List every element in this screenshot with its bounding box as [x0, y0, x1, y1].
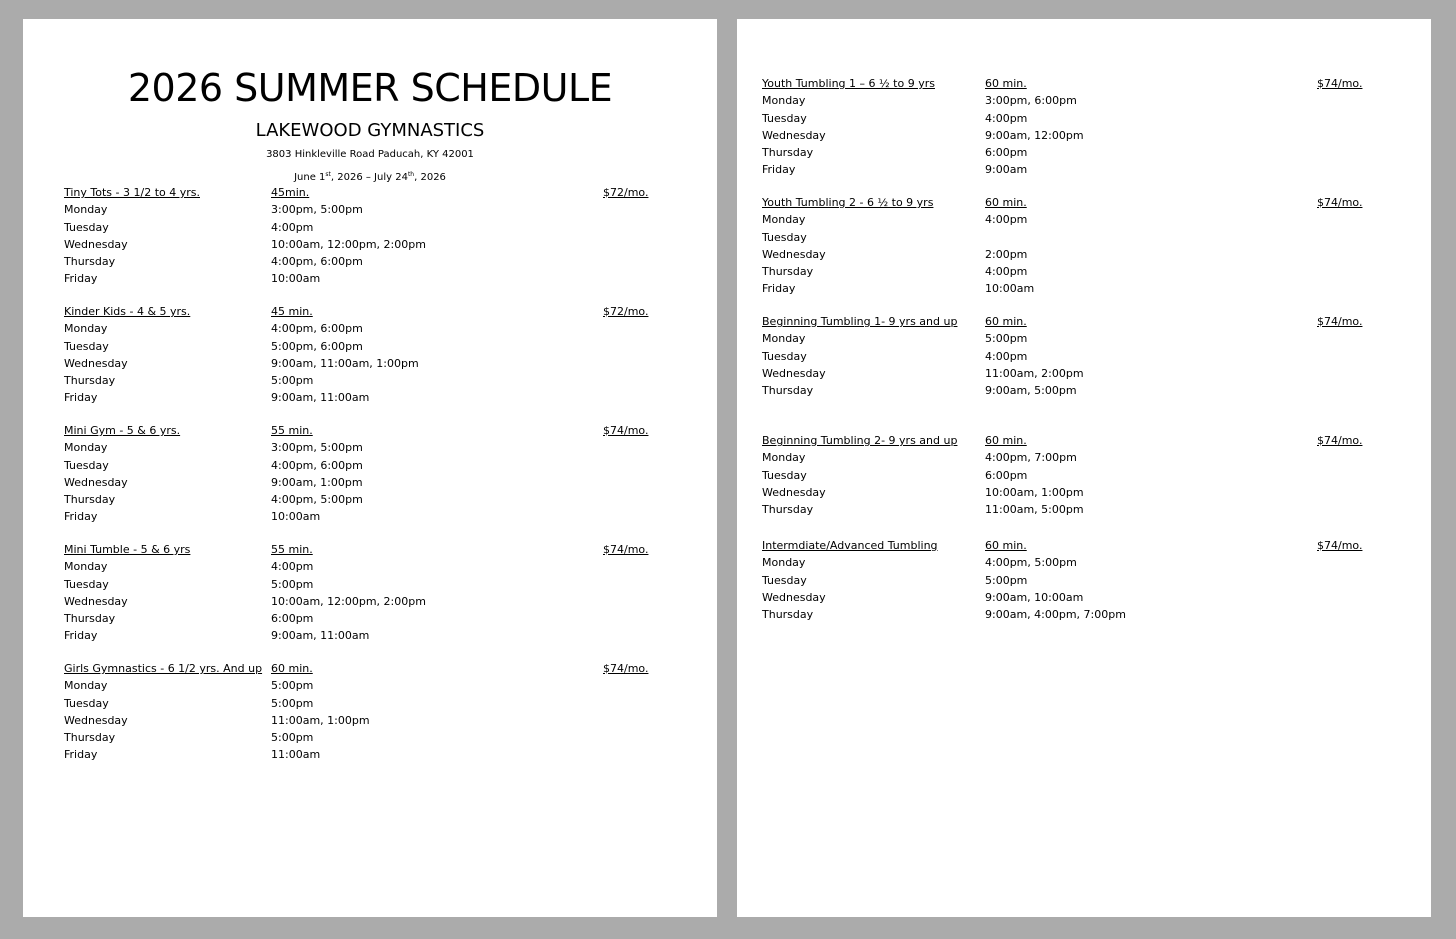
schedule-row — [23, 355, 717, 372]
day-label: Monday — [762, 94, 806, 108]
schedule-row — [23, 610, 717, 627]
day-label: Thursday — [762, 384, 814, 398]
class-name: Youth Tumbling 2 - 6 ½ to 9 yrs — [762, 196, 934, 209]
class-times: 10:00am, 12:00pm, 2:00pm — [271, 237, 426, 251]
class-section-youth-tumbling-1-6-to-9-yrs — [737, 75, 1431, 179]
schedule-row — [737, 589, 1431, 606]
class-price: $74/mo. — [603, 543, 649, 556]
day-label: Monday — [762, 556, 806, 570]
schedule-row — [23, 593, 717, 610]
schedule-row — [737, 144, 1431, 161]
class-header — [23, 541, 717, 558]
class-times: 4:00pm, 5:00pm — [271, 493, 363, 507]
day-label: Tuesday — [762, 349, 807, 363]
class-times: 11:00am, 5:00pm — [985, 503, 1084, 517]
session-dates: June 1st, 2026 – July 24th, 2026 — [294, 171, 446, 183]
day-label: Tuesday — [64, 577, 109, 591]
class-times: 4:00pm — [985, 111, 1028, 125]
schedule-row — [23, 474, 717, 491]
day-label: Friday — [64, 748, 98, 762]
schedule-row — [23, 558, 717, 575]
day-label: Wednesday — [64, 237, 128, 251]
day-label: Monday — [64, 203, 108, 217]
class-times: 11:00am, 1:00pm — [271, 713, 370, 727]
schedule-row — [737, 382, 1431, 399]
class-times: 9:00am, 10:00am — [985, 590, 1084, 604]
class-duration: 60 min. — [985, 539, 1027, 552]
day-label: Wednesday — [64, 713, 128, 727]
day-label: Monday — [762, 213, 806, 227]
schedule-row — [737, 365, 1431, 382]
class-times: 3:00pm, 5:00pm — [271, 441, 363, 455]
day-label: Wednesday — [762, 485, 826, 499]
day-label: Thursday — [64, 612, 116, 626]
class-duration: 60 min. — [985, 315, 1027, 328]
day-label: Monday — [64, 679, 108, 693]
schedule-row — [23, 695, 717, 712]
schedule-row — [737, 246, 1431, 263]
schedule-row — [23, 677, 717, 694]
gym-name: LAKEWOOD GYMNASTICS — [255, 120, 485, 141]
class-header — [737, 313, 1431, 330]
day-label: Wednesday — [64, 356, 128, 370]
class-header — [737, 432, 1431, 449]
schedule-row — [737, 484, 1431, 501]
schedule-row — [737, 229, 1431, 246]
class-times: 4:00pm, 6:00pm — [271, 458, 363, 472]
class-name: Mini Tumble - 5 & 6 yrs — [64, 543, 191, 556]
class-times: 11:00am, 2:00pm — [985, 366, 1084, 380]
class-times: 5:00pm — [985, 573, 1028, 587]
class-times: 5:00pm — [985, 332, 1028, 346]
class-times: 4:00pm — [985, 213, 1028, 227]
class-times: 9:00am, 12:00pm — [985, 128, 1084, 142]
class-times: 10:00am — [271, 510, 321, 524]
class-times: 9:00am, 11:00am — [271, 391, 370, 405]
day-label: Friday — [64, 272, 98, 286]
day-label: Monday — [64, 322, 108, 336]
class-times: 4:00pm, 5:00pm — [985, 556, 1077, 570]
schedule-row — [23, 439, 717, 456]
class-times: 5:00pm — [271, 374, 314, 388]
class-price: $74/mo. — [1317, 434, 1363, 447]
class-header — [737, 537, 1431, 554]
schedule-row — [737, 110, 1431, 127]
page-title: 2026 SUMMER SCHEDULE — [127, 66, 613, 110]
schedule-row — [737, 330, 1431, 347]
class-section-tiny-tots-3-1-2-to-4-yrs — [23, 184, 717, 288]
schedule-row — [23, 372, 717, 389]
class-duration: 60 min. — [271, 662, 313, 675]
class-header — [23, 660, 717, 677]
class-times: 4:00pm — [271, 560, 314, 574]
class-price: $72/mo. — [603, 305, 649, 318]
class-header — [23, 184, 717, 201]
class-times: 5:00pm, 6:00pm — [271, 339, 363, 353]
class-section-kinder-kids-4-5-yrs — [23, 303, 717, 407]
schedule-row — [23, 270, 717, 287]
schedule-row — [23, 712, 717, 729]
class-times: 9:00am, 11:00am, 1:00pm — [271, 356, 419, 370]
day-label: Tuesday — [64, 696, 109, 710]
class-duration: 60 min. — [985, 434, 1027, 447]
schedule-row — [737, 606, 1431, 623]
page-right — [737, 19, 1431, 917]
class-times: 10:00am — [985, 282, 1035, 296]
schedule-row — [737, 572, 1431, 589]
class-price: $74/mo. — [1317, 539, 1363, 552]
day-label: Thursday — [762, 146, 814, 160]
class-price: $74/mo. — [603, 662, 649, 675]
gym-address: 3803 Hinkleville Road Paducah, KY 42001 — [266, 149, 474, 160]
class-section-mini-gym-5-6-yrs — [23, 422, 717, 526]
schedule-row — [23, 457, 717, 474]
day-label: Tuesday — [762, 573, 807, 587]
day-label: Monday — [64, 441, 108, 455]
day-label: Friday — [762, 282, 796, 296]
schedule-row — [23, 201, 717, 218]
day-label: Thursday — [762, 503, 814, 517]
class-times: 6:00pm — [985, 146, 1028, 160]
class-duration: 60 min. — [985, 77, 1027, 90]
day-label: Monday — [762, 451, 806, 465]
class-name: Kinder Kids - 4 & 5 yrs. — [64, 305, 191, 318]
day-label: Wednesday — [762, 247, 826, 261]
schedule-row — [23, 236, 717, 253]
class-header — [23, 422, 717, 439]
schedule-row — [737, 348, 1431, 365]
day-label: Tuesday — [762, 230, 807, 244]
schedule-row — [23, 219, 717, 236]
schedule-row — [737, 92, 1431, 109]
day-label: Tuesday — [762, 468, 807, 482]
class-times: 9:00am, 5:00pm — [985, 384, 1077, 398]
schedule-row — [737, 127, 1431, 144]
class-duration: 55 min. — [271, 424, 313, 437]
day-label: Tuesday — [64, 339, 109, 353]
schedule-row — [23, 389, 717, 406]
day-label: Wednesday — [762, 590, 826, 604]
day-label: Friday — [64, 391, 98, 405]
day-label: Friday — [64, 629, 98, 643]
class-duration: 55 min. — [271, 543, 313, 556]
class-price: $74/mo. — [603, 424, 649, 437]
schedule-row — [23, 576, 717, 593]
schedule-row — [23, 338, 717, 355]
schedule-row — [23, 729, 717, 746]
class-price: $74/mo. — [1317, 77, 1363, 90]
class-section-beginning-tumbling-1-9-yrs-and-up — [737, 313, 1431, 399]
class-times: 4:00pm — [985, 349, 1028, 363]
class-price: $74/mo. — [1317, 315, 1363, 328]
class-duration: 45 min. — [271, 305, 313, 318]
class-times: 5:00pm — [271, 679, 314, 693]
day-label: Wednesday — [762, 366, 826, 380]
class-times: 9:00am, 11:00am — [271, 629, 370, 643]
schedule-row — [23, 253, 717, 270]
class-times: 4:00pm, 7:00pm — [985, 451, 1077, 465]
day-label: Monday — [64, 560, 108, 574]
class-times: 9:00am, 1:00pm — [271, 475, 363, 489]
class-name: Girls Gymnastics - 6 1/2 yrs. And up — [64, 662, 263, 675]
class-name: Beginning Tumbling 1- 9 yrs and up — [762, 315, 958, 328]
class-times: 4:00pm — [985, 265, 1028, 279]
day-label: Thursday — [762, 265, 814, 279]
class-times: 6:00pm — [271, 612, 314, 626]
day-label: Tuesday — [64, 220, 109, 234]
class-times: 9:00am, 4:00pm, 7:00pm — [985, 608, 1126, 622]
schedule-row — [23, 320, 717, 337]
day-label: Thursday — [64, 731, 116, 745]
class-times: 4:00pm — [271, 220, 314, 234]
class-times: 9:00am — [985, 163, 1028, 177]
schedule-row — [737, 211, 1431, 228]
day-label: Friday — [64, 510, 98, 524]
class-times: 6:00pm — [985, 468, 1028, 482]
class-times: 4:00pm, 6:00pm — [271, 322, 363, 336]
class-times: 3:00pm, 5:00pm — [271, 203, 363, 217]
class-times: 10:00am, 1:00pm — [985, 485, 1084, 499]
day-label: Friday — [762, 163, 796, 177]
class-duration: 45min. — [271, 186, 310, 199]
class-times: 4:00pm, 6:00pm — [271, 255, 363, 269]
day-label: Wednesday — [762, 128, 826, 142]
day-label: Thursday — [64, 374, 116, 388]
schedule-row — [23, 508, 717, 525]
schedule-row — [23, 746, 717, 763]
class-times: 3:00pm, 6:00pm — [985, 94, 1077, 108]
class-section-youth-tumbling-2-6-to-9-yrs — [737, 194, 1431, 298]
class-header — [23, 303, 717, 320]
class-name: Intermdiate/Advanced Tumbling — [762, 539, 938, 552]
class-name: Youth Tumbling 1 – 6 ½ to 9 yrs — [762, 77, 935, 90]
schedule-row — [737, 280, 1431, 297]
class-price: $74/mo. — [1317, 196, 1363, 209]
day-label: Thursday — [64, 493, 116, 507]
day-label: Tuesday — [64, 458, 109, 472]
class-header — [737, 75, 1431, 92]
day-label: Monday — [762, 332, 806, 346]
class-name: Beginning Tumbling 2- 9 yrs and up — [762, 434, 958, 447]
class-section-girls-gymnastics-6-1-2-yrs-and-up — [23, 660, 717, 764]
schedule-row — [737, 467, 1431, 484]
class-section-intermdiate-advanced-tumbling — [737, 537, 1431, 623]
class-times: 10:00am — [271, 272, 321, 286]
day-label: Wednesday — [64, 475, 128, 489]
class-price: $72/mo. — [603, 186, 649, 199]
class-times: 5:00pm — [271, 696, 314, 710]
schedule-row — [737, 501, 1431, 518]
schedule-row — [23, 491, 717, 508]
page-left — [23, 19, 717, 917]
class-times: 5:00pm — [271, 731, 314, 745]
schedule-row — [737, 263, 1431, 280]
class-name: Mini Gym - 5 & 6 yrs. — [64, 424, 181, 437]
class-duration: 60 min. — [985, 196, 1027, 209]
class-times: 5:00pm — [271, 577, 314, 591]
schedule-row — [23, 627, 717, 644]
day-label: Thursday — [64, 255, 116, 269]
schedule-row — [737, 161, 1431, 178]
day-label: Tuesday — [762, 111, 807, 125]
day-label: Thursday — [762, 608, 814, 622]
schedule-row — [737, 449, 1431, 466]
day-label: Wednesday — [64, 594, 128, 608]
class-section-beginning-tumbling-2-9-yrs-and-up — [737, 432, 1431, 518]
class-name: Tiny Tots - 3 1/2 to 4 yrs. — [64, 186, 200, 199]
class-header — [737, 194, 1431, 211]
class-section-mini-tumble-5-6-yrs — [23, 541, 717, 645]
class-times: 10:00am, 12:00pm, 2:00pm — [271, 594, 426, 608]
class-times: 11:00am — [271, 748, 321, 762]
schedule-row — [737, 554, 1431, 571]
class-times: 2:00pm — [985, 247, 1028, 261]
